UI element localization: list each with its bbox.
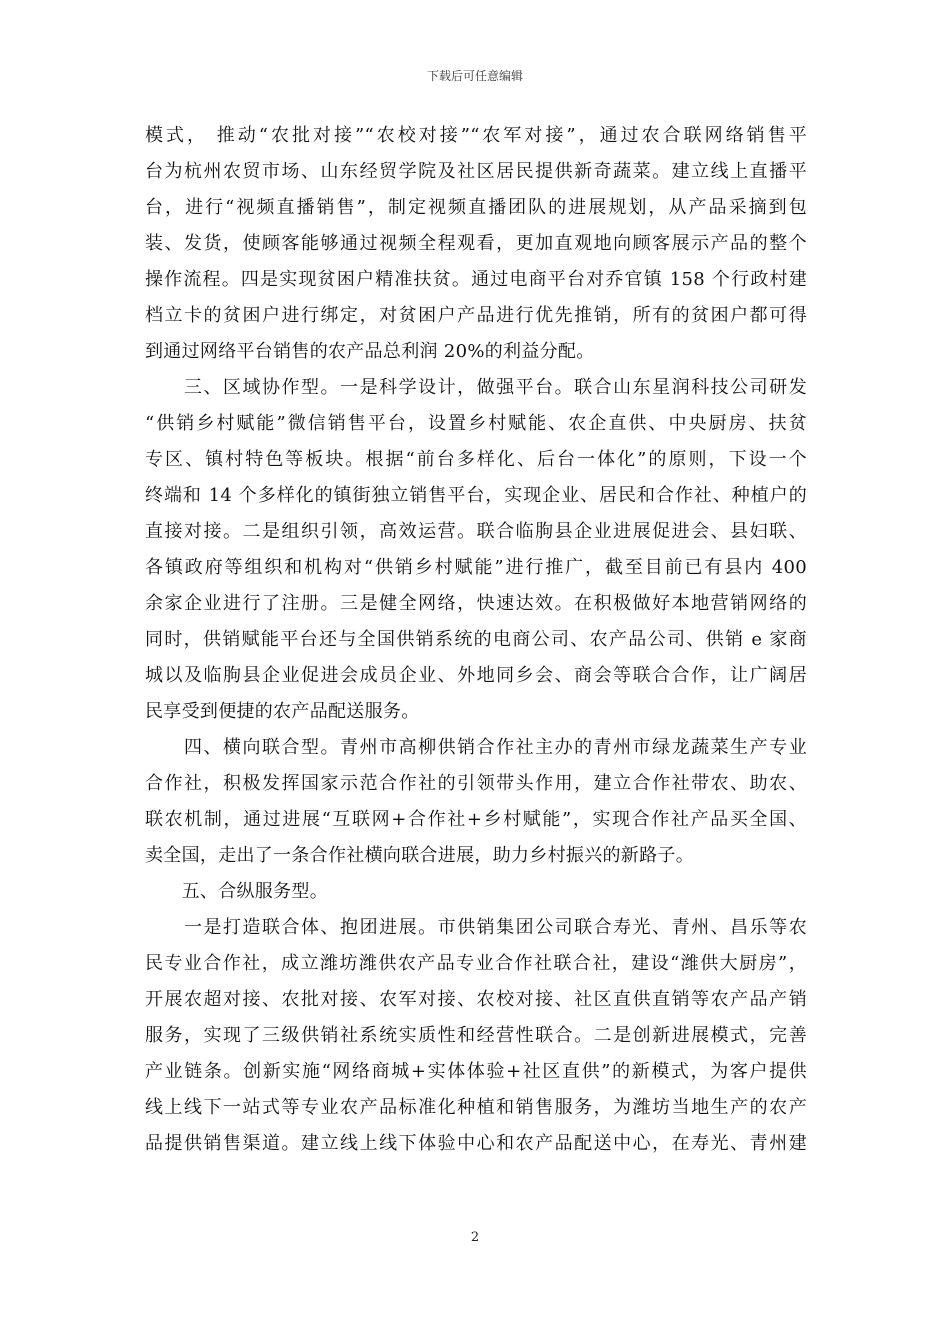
text-line: 服务，实现了三级供销社系统实质性和经营性联合。二是创新进展模式，完善 [145, 1025, 807, 1046]
text-line: 直接对接。二是组织引领，高效运营。联合临朐县企业进展促进会、县妇联、 [145, 521, 807, 542]
text-line: 民享受到便捷的农产品配送服务。 [145, 701, 420, 722]
text-line: 合作社，积极发挥国家示范合作社的引领带头作用，建立合作社带农、助农、 [145, 773, 807, 794]
text-line: 模式， 推动“农批对接”“农校对接”“农军对接”，通过农合联网络销售平 [145, 125, 807, 146]
text-line: 台为杭州农贸市场、山东经贸学院及社区居民提供新奇蔬菜。建立线上直播平 [145, 161, 807, 182]
text-line: 五、合纵服务型。 [145, 881, 328, 902]
text-line: 余家企业进行了注册。三是健全网络，快速达效。在积极做好本地营销网络的 [145, 593, 807, 614]
text-line: 卖全国，走出了一条合作社横向联合进展，助力乡村振兴的新路子。 [145, 845, 694, 866]
document-body [145, 118, 807, 1162]
text-line: 各镇政府等组织和机构对“供销乡村赋能”进行推广，截至目前已有县内 400 [145, 557, 807, 578]
text-line: 装、发货，使顾客能够通过视频全程观看，更加直观地向顾客展示产品的整个 [145, 233, 807, 254]
text-line: 终端和 14 个多样化的镇街独立销售平台，实现企业、居民和合作社、种植户的 [145, 485, 807, 506]
page-header: 下载后可任意编辑 [426, 69, 523, 83]
text-line: 民专业合作社，成立潍坊潍供农产品专业合作社联合社，建设“潍供大厨房”， [145, 953, 807, 974]
page-number: 2 [470, 1230, 480, 1245]
text-line: 同时，供销赋能平台还与全国供销系统的电商公司、农产品公司、供销 e 家商 [145, 629, 807, 650]
text-line: 四、横向联合型。青州市高柳供销合作社主办的青州市绿龙蔬菜生产专业 [145, 737, 807, 758]
text-line: 一是打造联合体、抱团进展。市供销集团公司联合寿光、青州、昌乐等农 [145, 917, 807, 938]
text-line: 城以及临朐县企业促进会成员企业、外地同乡会、商会等联合合作，让广阔居 [145, 665, 807, 686]
text-line: 专区、镇村特色等板块。根据“前台多样化、后台一体化”的原则，下设一个 [145, 449, 807, 470]
text-line: 联农机制，通过进展“互联网+合作社+乡村赋能”，实现合作社产品买全国、 [145, 809, 807, 830]
text-line: 台，进行“视频直播销售”，制定视频直播团队的进展规划，从产品采摘到包 [145, 197, 807, 218]
text-line: 三、区域协作型。一是科学设计，做强平台。联合山东星润科技公司研发 [145, 377, 807, 398]
text-line: “供销乡村赋能”微信销售平台，设置乡村赋能、农企直供、中央厨房、扶贫 [145, 413, 807, 434]
text-line: 开展农超对接、农批对接、农军对接、农校对接、社区直供直销等农产品产销 [145, 989, 807, 1010]
text-line: 线上线下一站式等专业农产品标准化种植和销售服务，为潍坊当地生产的农产 [145, 1097, 807, 1118]
text-line: 操作流程。四是实现贫困户精准扶贫。通过电商平台对乔官镇 158 个行政村建 [145, 269, 807, 290]
text-line: 品提供销售渠道。建立线上线下体验中心和农产品配送中心，在寿光、青州建 [145, 1133, 807, 1154]
text-line: 产业链条。创新实施“网络商城+实体体验+社区直供”的新模式，为客户提供 [145, 1061, 807, 1082]
text-line: 到通过网络平台销售的农产品总利润 20%的利益分配。 [145, 341, 595, 362]
text-line: 档立卡的贫困户进行绑定，对贫困户产品进行优先推销，所有的贫困户都可得 [145, 305, 807, 326]
